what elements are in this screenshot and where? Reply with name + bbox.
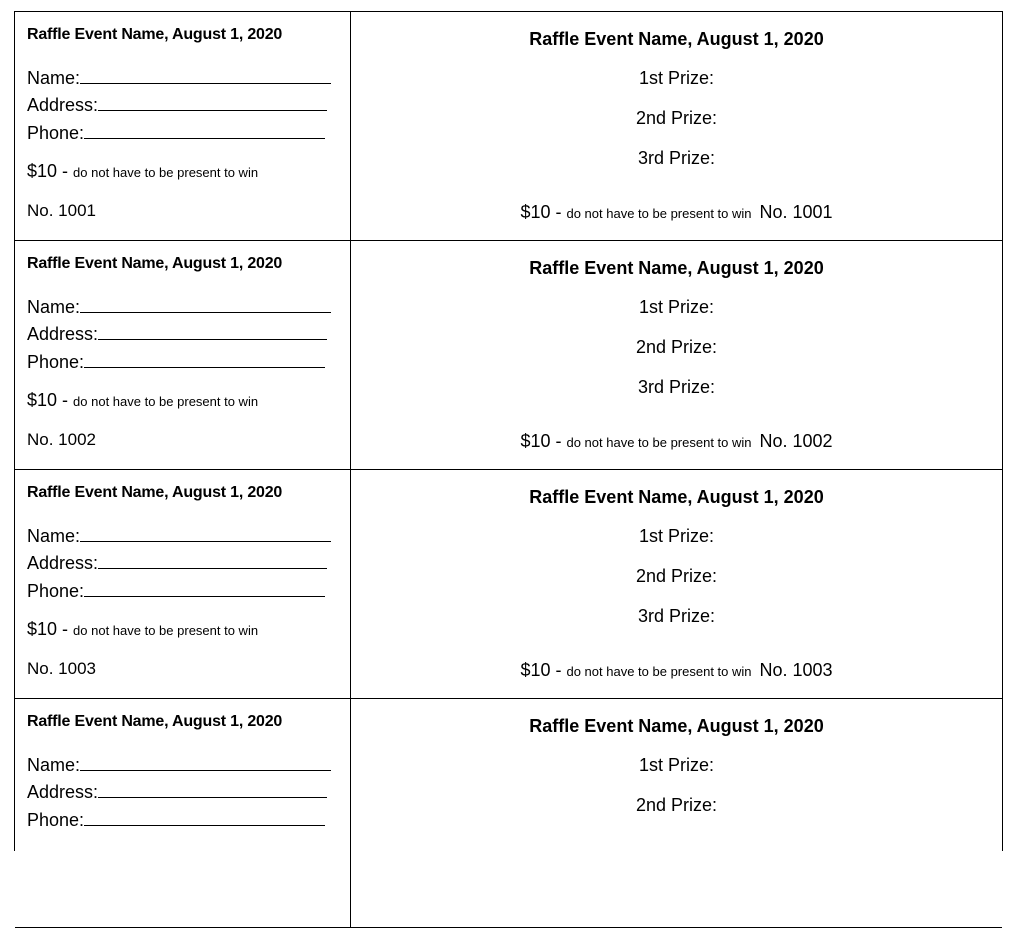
stub-event-title: Raffle Event Name, August 1, 2020 (27, 713, 283, 730)
third-prize-label: 3rd Prize: (637, 377, 716, 397)
price-amount: $10 - (27, 390, 69, 410)
stub-ticket-number: No. 1002 (27, 430, 96, 449)
stub-name-field (27, 753, 331, 776)
first-prize-label: 1st Prize: (638, 526, 715, 546)
stub-name-field (27, 524, 331, 547)
address-blank-line (98, 551, 327, 569)
name-blank-line (80, 295, 331, 313)
name-blank-line (80, 524, 331, 542)
main-price-line (351, 660, 1002, 681)
ticket-stub (15, 241, 351, 469)
price-amount: $10 - (520, 431, 562, 451)
stub-address-field (27, 551, 327, 574)
third-prize-label: 3rd Prize: (637, 148, 716, 168)
raffle-ticket (15, 470, 1002, 699)
first-prize-label: 1st Prize: (638, 68, 715, 88)
stub-address-field (27, 93, 327, 116)
ticket-stub (15, 470, 351, 698)
main-price-line (351, 431, 1002, 452)
address-label: Address: (27, 553, 99, 573)
main-price-line (351, 202, 1002, 223)
stub-address-field (27, 322, 327, 345)
price-amount: $10 - (520, 202, 562, 222)
ticket-main (351, 12, 1002, 240)
second-prize-label: 2nd Prize: (635, 337, 718, 357)
ticket-main (351, 470, 1002, 698)
stub-ticket-number: No. 1003 (27, 659, 96, 678)
stub-price-line (27, 161, 258, 182)
price-note: do not have to be present to win (566, 664, 752, 679)
stub-price-line (27, 619, 258, 640)
name-blank-line (80, 66, 331, 84)
stub-event-title: Raffle Event Name, August 1, 2020 (27, 484, 283, 501)
second-prize-label: 2nd Prize: (635, 795, 718, 815)
raffle-ticket (15, 12, 1002, 241)
first-prize-label: 1st Prize: (638, 297, 715, 317)
name-blank-line (80, 753, 331, 771)
phone-blank-line (84, 121, 325, 139)
first-prize-label: 1st Prize: (638, 755, 715, 775)
main-event-title: Raffle Event Name, August 1, 2020 (529, 716, 824, 736)
stub-address-field (27, 780, 327, 803)
second-prize-label: 2nd Prize: (635, 566, 718, 586)
raffle-ticket-sheet (14, 11, 1003, 851)
phone-blank-line (84, 350, 325, 368)
price-note: do not have to be present to win (73, 165, 259, 180)
address-blank-line (98, 93, 327, 111)
phone-label: Phone: (27, 581, 85, 601)
stub-name-field (27, 66, 331, 89)
ticket-stub (15, 699, 351, 927)
address-blank-line (98, 322, 327, 340)
stub-phone-field (27, 579, 325, 602)
ticket-main (351, 699, 1002, 927)
price-note: do not have to be present to win (73, 394, 259, 409)
name-label: Name: (27, 755, 81, 775)
phone-label: Phone: (27, 810, 85, 830)
main-ticket-number: No. 1001 (759, 202, 833, 222)
name-label: Name: (27, 297, 81, 317)
main-event-title: Raffle Event Name, August 1, 2020 (529, 29, 824, 49)
main-ticket-number: No. 1002 (759, 431, 833, 451)
address-label: Address: (27, 95, 99, 115)
name-label: Name: (27, 68, 81, 88)
phone-blank-line (84, 808, 325, 826)
price-amount: $10 - (27, 619, 69, 639)
stub-price-line (27, 390, 258, 411)
ticket-stub (15, 12, 351, 240)
stub-ticket-number: No. 1001 (27, 201, 96, 220)
price-note: do not have to be present to win (566, 206, 752, 221)
price-amount: $10 - (520, 660, 562, 680)
stub-phone-field (27, 808, 325, 831)
address-label: Address: (27, 782, 99, 802)
stub-event-title: Raffle Event Name, August 1, 2020 (27, 255, 283, 272)
phone-blank-line (84, 579, 325, 597)
price-amount: $10 - (27, 161, 69, 181)
phone-label: Phone: (27, 123, 85, 143)
stub-name-field (27, 295, 331, 318)
address-label: Address: (27, 324, 99, 344)
phone-label: Phone: (27, 352, 85, 372)
price-note: do not have to be present to win (73, 623, 259, 638)
name-label: Name: (27, 526, 81, 546)
stub-event-title: Raffle Event Name, August 1, 2020 (27, 26, 283, 43)
third-prize-label: 3rd Prize: (637, 606, 716, 626)
stub-phone-field (27, 350, 325, 373)
stub-phone-field (27, 121, 325, 144)
address-blank-line (98, 780, 327, 798)
raffle-ticket (15, 699, 1002, 928)
main-event-title: Raffle Event Name, August 1, 2020 (529, 487, 824, 507)
price-note: do not have to be present to win (566, 435, 752, 450)
ticket-main (351, 241, 1002, 469)
main-ticket-number: No. 1003 (759, 660, 833, 680)
main-event-title: Raffle Event Name, August 1, 2020 (529, 258, 824, 278)
second-prize-label: 2nd Prize: (635, 108, 718, 128)
raffle-ticket (15, 241, 1002, 470)
